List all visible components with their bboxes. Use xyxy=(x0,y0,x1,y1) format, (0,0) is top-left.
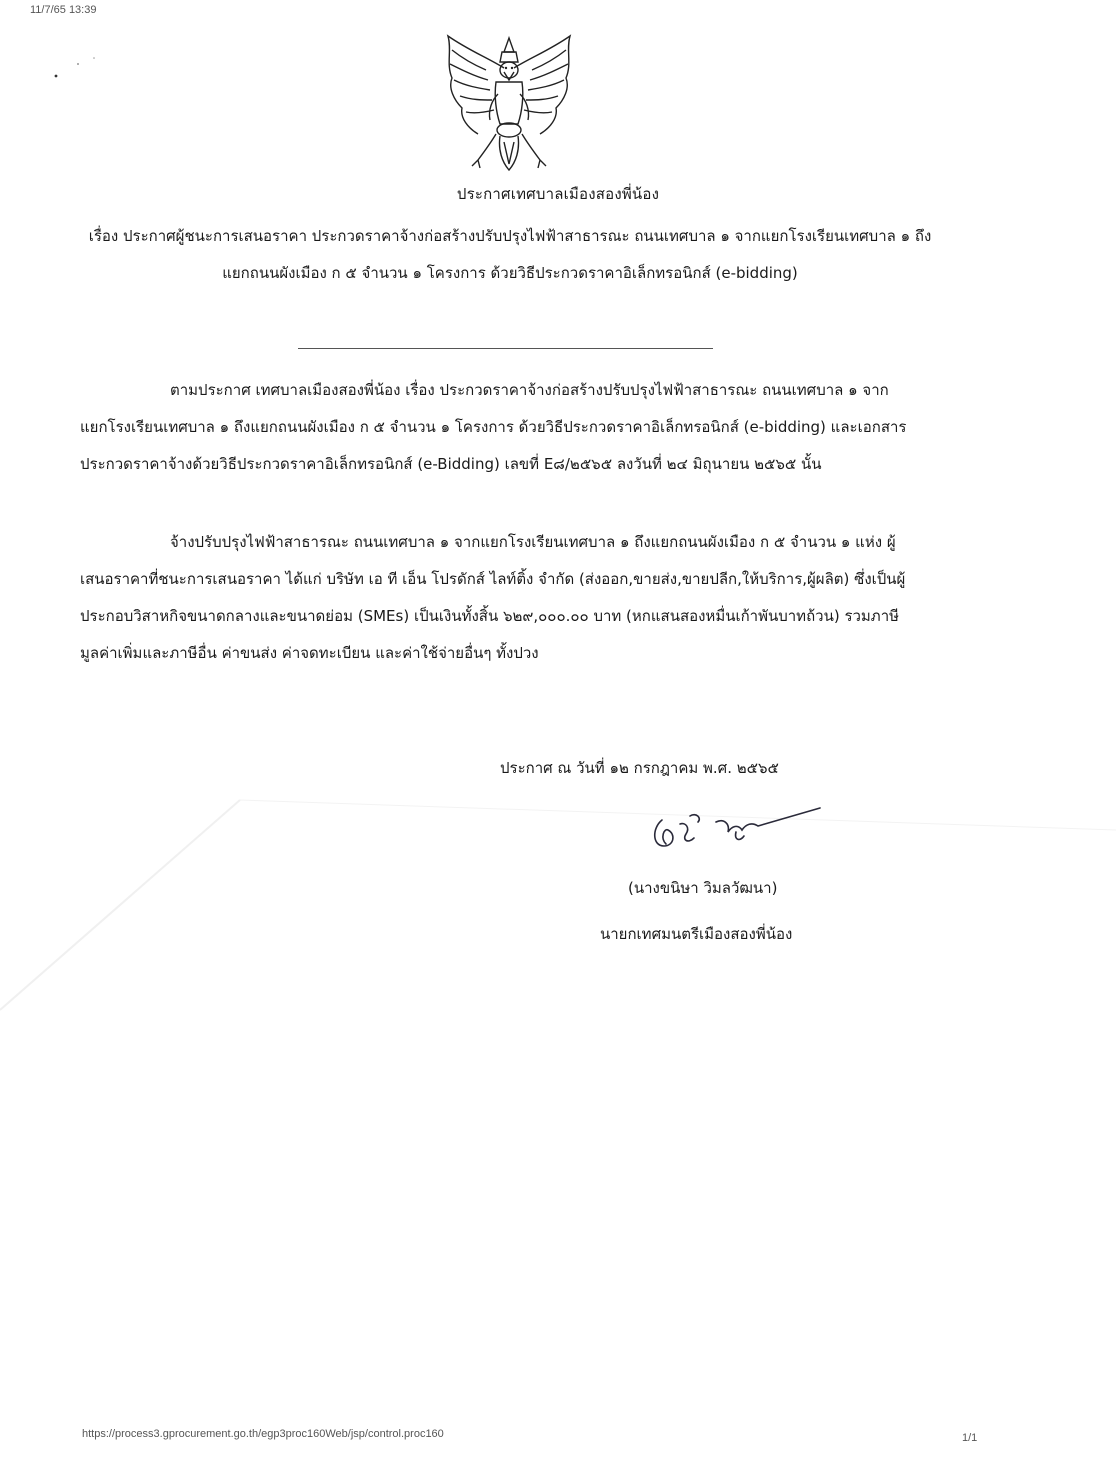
body-paragraph-1: ตามประกาศ เทศบาลเมืองสองพี่น้อง เรื่อง ประกวดราคาจ้างก่อสร้างปรับปรุงไฟฟ้าสาธารณะ ถนนเทศบาล ๑ จากแยกโรงเรียนเทศบาล ๑ ถึงแยกถนนผังเมือง ก ๕ จำนวน ๑ โครงการ ด้วยวิธีประกวดราคาอิเล็กทรอนิกส์ (e-bidding) และเอกสารประกวดราคาจ้างด้วยวิธีประกวดราคาอิเล็กทรอนิกส์ (e-Bidding) เลขที่ E๘/๒๕๖๕ ลงวันที่ ๒๔ มิถุนายน ๒๕๖๕ นั้น xyxy=(80,381,907,473)
signer-position: นายกเทศมนตรีเมืองสองพี่น้อง xyxy=(600,925,793,943)
announcement-date: ประกาศ ณ วันที่ ๑๒ กรกฎาคม พ.ศ. ๒๕๖๕ xyxy=(500,759,779,777)
print-timestamp: 11/7/65 13:39 xyxy=(30,4,97,16)
document-subject: เรื่อง ประกาศผู้ชนะการเสนอราคา ประกวดราคาจ้างก่อสร้างปรับปรุงไฟฟ้าสาธารณะ ถนนเทศบาล ๑ จากแยกโรงเรียนเทศบาล ๑ ถึงแยกถนนผังเมือง ก ๕ จำนวน ๑ โครงการ ด้วยวิธีประกวดราคาอิเล็กทรอนิกส์ (e-bidding) xyxy=(88,227,932,282)
garuda-emblem-icon xyxy=(438,30,580,174)
handwritten-signature xyxy=(640,800,830,860)
print-footer-page-number: 1/1 xyxy=(962,1432,978,1444)
scan-specks xyxy=(48,52,108,82)
document-title: ประกาศเทศบาลเมืองสองพี่น้อง xyxy=(456,185,660,203)
signer-name: (นางขนิษา วิมลวัฒนา) xyxy=(628,879,778,897)
print-footer-url: https://process3.gprocurement.go.th/egp3proc160Web/jsp/control.proc160 xyxy=(82,1428,444,1440)
body-paragraph-2: จ้างปรับปรุงไฟฟ้าสาธารณะ ถนนเทศบาล ๑ จากแยกโรงเรียนเทศบาล ๑ ถึงแยกถนนผังเมือง ก ๕ จำนวน ๑ แห่ง ผู้เสนอราคาที่ชนะการเสนอราคา ได้แก่ บริษัท เอ ที เอ็น โปรดักส์ ไลท์ติ้ง จำกัด (ส่งออก,ขายส่ง,ขายปลีก,ให้บริการ,ผู้ผลิต) ซึ่งเป็นผู้ประกอบวิสาหกิจขนาดกลางและขนาดย่อม (SMEs) เป็นเงินทั้งสิ้น ๖๒๙,๐๐๐.๐๐ บาท (หกแสนสองหมื่นเก้าพันบาทถ้วน) รวมภาษีมูลค่าเพิ่มและภาษีอื่น ค่าขนส่ง ค่าจดทะเบียน และค่าใช้จ่ายอื่นๆ ทั้งปวง xyxy=(80,533,906,662)
divider xyxy=(298,348,713,349)
